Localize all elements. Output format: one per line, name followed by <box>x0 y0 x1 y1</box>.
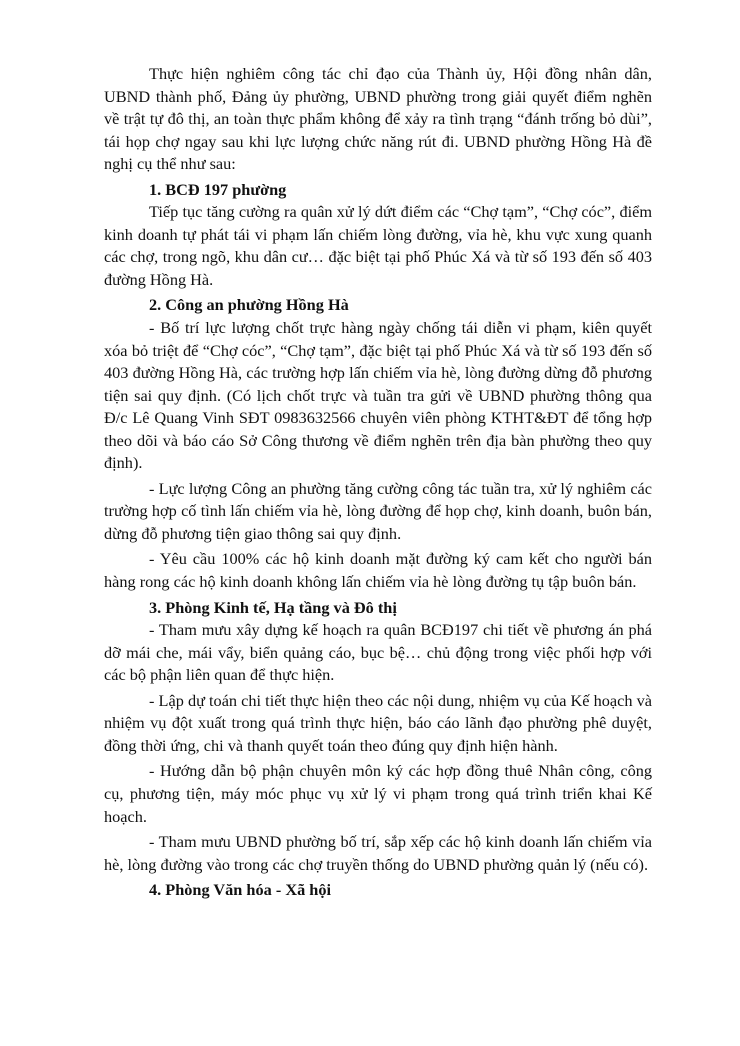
intro-paragraph: Thực hiện nghiêm công tác chỉ đạo của Thành ủy, Hội đồng nhân dân, UBND thành phố, Đảng ủy phường, UBND phường trong giải quyết điểm nghẽn về trật tự đô thị, an toàn thực phẩm không để xảy ra tình trạng “đánh trống bỏ dùi”, tái họp chợ ngay sau khi lực lượng chức năng rút đi. UBND phường Hồng Hà đề nghị cụ thể như sau: <box>104 64 652 174</box>
economy-paragraph-1: - Tham mưu xây dựng kế hoạch ra quân BCĐ197 chi tiết về phương án phá dỡ mái che, mái vẩy, biển quảng cáo, bục bệ… chủ động trong việc phối hợp với các bộ phận liên quan để thực hiện. <box>104 620 652 685</box>
economy-paragraph-3: - Hướng dẫn bộ phận chuyên môn ký các hợp đồng thuê Nhân công, công cụ, phương tiện, máy móc phục vụ xử lý vi phạm trong quá trình triển khai Kế hoạch. <box>104 761 652 826</box>
section-heading-culture-society: 4. Phòng Văn hóa - Xã hội <box>149 880 332 900</box>
section-heading-police: 2. Công an phường Hồng Hà <box>149 295 349 315</box>
police-paragraph-1: - Bố trí lực lượng chốt trực hàng ngày chống tái diễn vi phạm, kiên quyết xóa bỏ triệt để “Chợ cóc”, “Chợ tạm”, đặc biệt tại phố Phúc Xá và từ số 193 đến số 403 đường Hồng Hà, các trường hợp lấn chiếm vỉa hè, lòng đường dừng đỗ phương tiện sai quy định. (Có lịch chốt trực và tuần tra gửi về UBND phường thông qua Đ/c Lê Quang Vinh SĐT 0983632566 chuyên viên phòng KTHT&ĐT để tổng hợp theo dõi và báo cáo Sở Công thương về điểm nghẽn trên địa bàn phường theo quy định). <box>104 318 652 473</box>
economy-paragraph-4: - Tham mưu UBND phường bố trí, sắp xếp các hộ kinh doanh lấn chiếm vỉa hè, lòng đường vào trong các chợ truyền thống do UBND phường quản lý (nếu có). <box>104 832 652 874</box>
police-paragraph-3: - Yêu cầu 100% các hộ kinh doanh mặt đường ký cam kết cho người bán hàng rong các hộ kinh doanh không lấn chiếm vỉa hè lòng đường tụ tập buôn bán. <box>104 549 652 592</box>
section-heading-economy-infrastructure: 3. Phòng Kinh tế, Hạ tầng và Đô thị <box>149 597 397 617</box>
bcd-197-paragraph: Tiếp tục tăng cường ra quân xử lý dứt điểm các “Chợ tạm”, “Chợ cóc”, điểm kinh doanh tự phát tái vi phạm lấn chiếm lòng đường, vỉa hè, khu vực xung quanh các chợ, trong ngõ, khu dân cư… đặc biệt tại phố Phúc Xá và từ số 193 đến số 403 đường Hồng Hà. <box>104 202 652 289</box>
police-paragraph-2: - Lực lượng Công an phường tăng cường công tác tuần tra, xử lý nghiêm các trường hợp cố tình lấn chiếm vỉa hè, lòng đường để họp chợ, kinh doanh, buôn bán, dừng đỗ phương tiện giao thông sai quy định. <box>104 478 652 543</box>
section-heading-bcd-197: 1. BCĐ 197 phường <box>149 179 287 199</box>
economy-paragraph-2: - Lập dự toán chi tiết thực hiện theo các nội dung, nhiệm vụ của Kế hoạch và nhiệm vụ đột xuất trong quá trình thực hiện, báo cáo lãnh đạo phường phê duyệt, đồng thời ứng, chi và thanh quyết toán theo đúng quy định hiện hành. <box>104 690 652 755</box>
